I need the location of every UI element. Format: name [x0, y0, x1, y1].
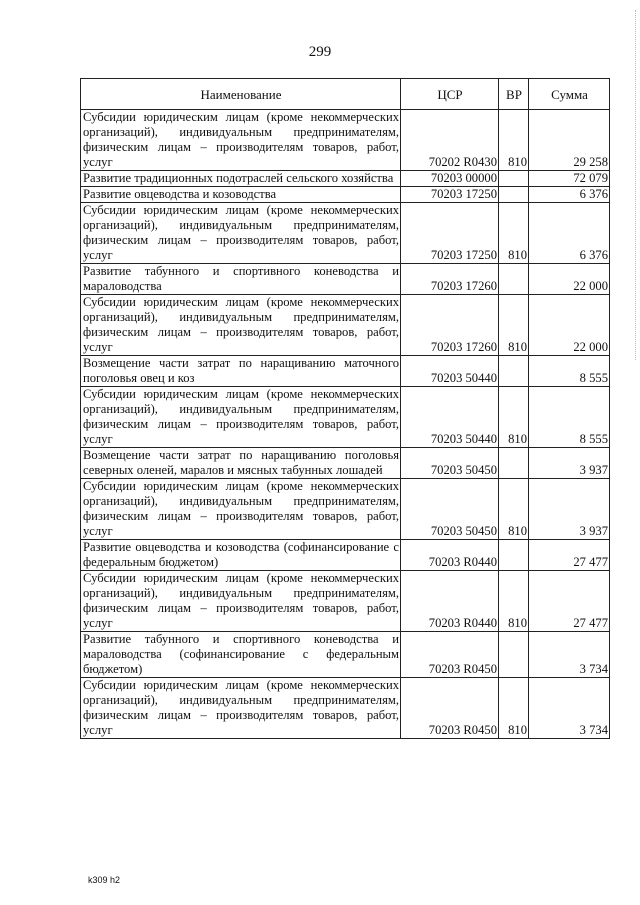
table-row — [81, 203, 610, 264]
header-csr: ЦСР — [401, 79, 499, 110]
row-name: Развитие овцеводства и козоводства (софинансирование с федеральным бюджетом) — [81, 540, 401, 571]
table-row — [81, 387, 610, 448]
table-row — [81, 678, 610, 739]
row-sum: 6 376 — [529, 203, 610, 264]
row-sum: 27 477 — [529, 571, 610, 632]
table-row — [81, 110, 610, 171]
row-sum: 3 937 — [529, 479, 610, 540]
footer-code: k309 h2 — [88, 875, 121, 885]
row-sum: 8 555 — [529, 387, 610, 448]
row-name: Возмещение части затрат по наращиванию поголовья северных оленей, маралов и мясных табунных лошадей — [81, 448, 401, 479]
row-csr: 70203 00000 — [401, 171, 499, 187]
table-row — [81, 264, 610, 295]
row-sum: 3 734 — [529, 632, 610, 678]
row-csr: 70203 50450 — [401, 448, 499, 479]
row-sum: 22 000 — [529, 295, 610, 356]
row-name: Возмещение части затрат по наращиванию маточного поголовья овец и коз — [81, 356, 401, 387]
budget-table — [80, 78, 610, 739]
row-csr: 70203 50440 — [401, 387, 499, 448]
header-vr: ВР — [499, 79, 529, 110]
row-vr — [499, 356, 529, 387]
table-row — [81, 479, 610, 540]
row-name: Развитие табунного и спортивного коневодства и мараловодства (софинансирование с федеральным бюджетом) — [81, 632, 401, 678]
scan-edge-marks — [633, 10, 636, 360]
row-csr: 70203 R0450 — [401, 678, 499, 739]
row-vr — [499, 448, 529, 479]
page-number: 299 — [308, 44, 332, 60]
row-csr: 70203 R0450 — [401, 632, 499, 678]
row-csr: 70203 17260 — [401, 295, 499, 356]
row-csr: 70203 50450 — [401, 479, 499, 540]
row-name: Субсидии юридическим лицам (кроме некоммерческих организаций), индивидуальным предпринимателям, физическим лицам – производителям товаров, работ, услуг — [81, 678, 401, 739]
row-csr: 70203 17250 — [401, 187, 499, 203]
row-sum: 3 937 — [529, 448, 610, 479]
row-name: Субсидии юридическим лицам (кроме некоммерческих организаций), индивидуальным предпринимателям, физическим лицам – производителям товаров, работ, услуг — [81, 203, 401, 264]
row-csr: 70203 17250 — [401, 203, 499, 264]
table-row — [81, 448, 610, 479]
row-vr — [499, 264, 529, 295]
table-row — [81, 187, 610, 203]
row-vr: 810 — [499, 110, 529, 171]
row-csr: 70203 17260 — [401, 264, 499, 295]
header-sum: Сумма — [529, 79, 610, 110]
row-name: Субсидии юридическим лицам (кроме некоммерческих организаций), индивидуальным предпринимателям, физическим лицам – производителям товаров, работ, услуг — [81, 479, 401, 540]
row-sum: 8 555 — [529, 356, 610, 387]
row-name: Субсидии юридическим лицам (кроме некоммерческих организаций), индивидуальным предпринимателям, физическим лицам – производителям товаров, работ, услуг — [81, 295, 401, 356]
row-sum: 3 734 — [529, 678, 610, 739]
row-sum: 22 000 — [529, 264, 610, 295]
row-vr: 810 — [499, 387, 529, 448]
row-sum: 72 079 — [529, 171, 610, 187]
row-sum: 27 477 — [529, 540, 610, 571]
row-vr — [499, 632, 529, 678]
table-row — [81, 571, 610, 632]
row-csr: 70203 50440 — [401, 356, 499, 387]
row-csr: 70203 R0440 — [401, 540, 499, 571]
table-row — [81, 171, 610, 187]
table-row — [81, 295, 610, 356]
row-csr: 70203 R0440 — [401, 571, 499, 632]
row-vr — [499, 171, 529, 187]
header-name: Наименование — [81, 79, 401, 110]
row-sum: 29 258 — [529, 110, 610, 171]
row-name: Субсидии юридическим лицам (кроме некоммерческих организаций), индивидуальным предпринимателям, физическим лицам – производителям товаров, работ, услуг — [81, 571, 401, 632]
row-vr: 810 — [499, 203, 529, 264]
row-name: Субсидии юридическим лицам (кроме некоммерческих организаций), индивидуальным предпринимателям, физическим лицам – производителям товаров, работ, услуг — [81, 110, 401, 171]
row-name: Развитие табунного и спортивного коневодства и мараловодства — [81, 264, 401, 295]
row-vr: 810 — [499, 678, 529, 739]
row-vr: 810 — [499, 479, 529, 540]
table-row — [81, 356, 610, 387]
row-name: Субсидии юридическим лицам (кроме некоммерческих организаций), индивидуальным предпринимателям, физическим лицам – производителям товаров, работ, услуг — [81, 387, 401, 448]
row-vr: 810 — [499, 295, 529, 356]
row-name: Развитие традиционных подотраслей сельского хозяйства — [81, 171, 401, 187]
table-header-row — [81, 79, 610, 110]
row-vr — [499, 187, 529, 203]
row-vr — [499, 540, 529, 571]
row-vr: 810 — [499, 571, 529, 632]
row-csr: 70202 R0430 — [401, 110, 499, 171]
table-row — [81, 540, 610, 571]
table-row — [81, 632, 610, 678]
row-name: Развитие овцеводства и козоводства — [81, 187, 401, 203]
row-sum: 6 376 — [529, 187, 610, 203]
